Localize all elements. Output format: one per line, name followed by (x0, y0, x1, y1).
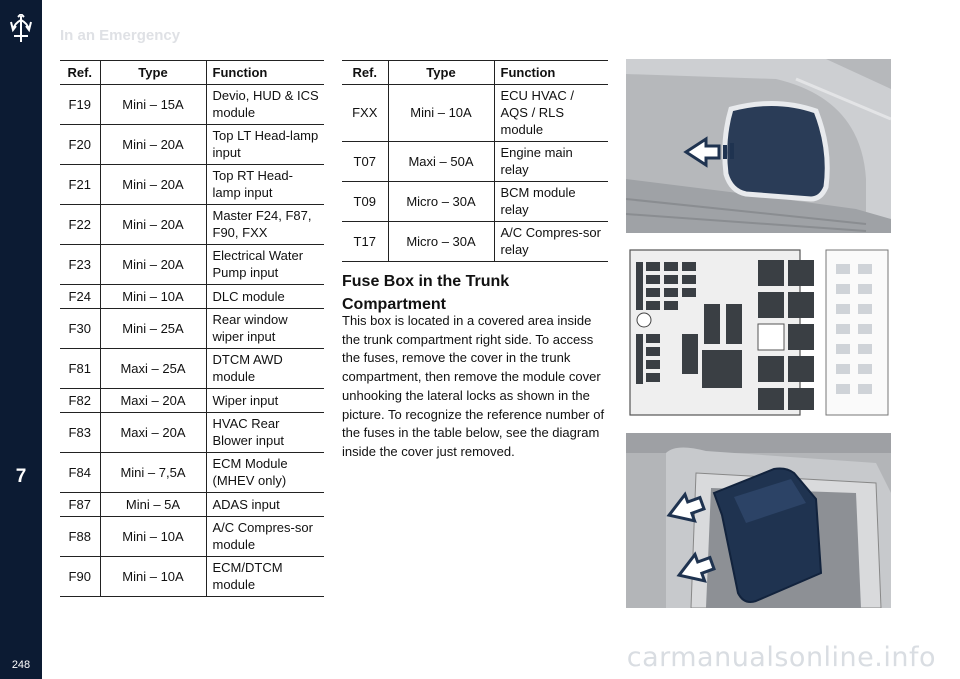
table-header-row (342, 61, 608, 85)
cell-ref: F23 (60, 245, 100, 285)
cell-type: Mini – 20A (100, 245, 206, 285)
cell-ref: F87 (60, 493, 100, 517)
table-row (60, 557, 324, 597)
table-row (60, 165, 324, 205)
table-row (60, 349, 324, 389)
cell-ref: F82 (60, 389, 100, 413)
cell-function: DTCM AWD module (206, 349, 324, 389)
cell-ref: FXX (342, 85, 388, 142)
cell-function: Engine main relay (494, 142, 608, 182)
cell-type: Micro – 30A (388, 182, 494, 222)
column-header-type: Type (100, 61, 206, 85)
cell-type: Maxi – 20A (100, 389, 206, 413)
column-header-function: Function (494, 61, 608, 85)
cell-function: Electrical Water Pump input (206, 245, 324, 285)
column-header-type: Type (388, 61, 494, 85)
cell-type: Mini – 25A (100, 309, 206, 349)
table-row (60, 125, 324, 165)
cell-ref: F88 (60, 517, 100, 557)
cell-type: Mini – 20A (100, 165, 206, 205)
cell-function: ECM/DTCM module (206, 557, 324, 597)
cell-ref: T09 (342, 182, 388, 222)
fuse-box-heading: Fuse Box in the Trunk Compartment (342, 273, 510, 313)
cell-function: Devio, HUD & ICS module (206, 85, 324, 125)
cell-type: Mini – 7,5A (100, 453, 206, 493)
cell-function: BCM module relay (494, 182, 608, 222)
table-row (60, 285, 324, 309)
cell-ref: F30 (60, 309, 100, 349)
trunk-cover-illustration (626, 59, 891, 233)
cell-type: Maxi – 20A (100, 413, 206, 453)
fuse-box-description: This box is located in a covered area inside the trunk compartment right side. To access the fuses, remove the cover in the trunk compartment, then remove the module cover unhooking the lateral locks as shown in the picture. To recognize the reference number of the fuses in the table below, see the diagram inside the cover just removed. (342, 313, 605, 459)
cell-function: Top RT Head-lamp input (206, 165, 324, 205)
fuse-table-left (60, 60, 324, 597)
table-header-row (60, 61, 324, 85)
table-row (60, 413, 324, 453)
cell-ref: T07 (342, 142, 388, 182)
table-row (60, 309, 324, 349)
trident-logo-icon (8, 14, 34, 44)
cell-function: Top LT Head-lamp input (206, 125, 324, 165)
page-number: 248 (11, 659, 31, 671)
cell-function: ECM Module (MHEV only) (206, 453, 324, 493)
cell-type: Mini – 10A (388, 85, 494, 142)
table-row (60, 245, 324, 285)
cell-function: Wiper input (206, 389, 324, 413)
cell-type: Mini – 15A (100, 85, 206, 125)
cell-ref: F81 (60, 349, 100, 389)
cell-function: ECU HVAC / AQS / RLS module (494, 85, 608, 142)
column-header-ref: Ref. (342, 61, 388, 85)
cell-type: Maxi – 50A (388, 142, 494, 182)
cell-ref: F83 (60, 413, 100, 453)
table-row (342, 182, 608, 222)
column-header-function: Function (206, 61, 324, 85)
cell-function: ADAS input (206, 493, 324, 517)
cell-ref: F90 (60, 557, 100, 597)
fuse-box-cover-illustration (626, 433, 891, 608)
fuse-box-diagram (626, 242, 891, 419)
fuse-table-right (342, 60, 608, 262)
cell-type: Mini – 20A (100, 205, 206, 245)
cell-function: Rear window wiper input (206, 309, 324, 349)
cell-type: Micro – 30A (388, 222, 494, 262)
cell-function: A/C Compres-sor relay (494, 222, 608, 262)
cell-type: Mini – 10A (100, 285, 206, 309)
table-row (60, 453, 324, 493)
cell-ref: F84 (60, 453, 100, 493)
table-row (342, 85, 608, 142)
chapter-number: 7 (15, 466, 27, 487)
watermark: carmanualsonline.info (626, 642, 936, 673)
column-header-ref: Ref. (60, 61, 100, 85)
cell-function: DLC module (206, 285, 324, 309)
table-row (60, 389, 324, 413)
cell-ref: F24 (60, 285, 100, 309)
table-row (60, 85, 324, 125)
cell-ref: F21 (60, 165, 100, 205)
cell-ref: F19 (60, 85, 100, 125)
table-row (60, 205, 324, 245)
cell-ref: F22 (60, 205, 100, 245)
table-row (60, 493, 324, 517)
cell-type: Mini – 5A (100, 493, 206, 517)
cell-type: Maxi – 25A (100, 349, 206, 389)
chapter-sidebar (0, 0, 42, 679)
cell-function: Master F24, F87, F90, FXX (206, 205, 324, 245)
cell-type: Mini – 20A (100, 125, 206, 165)
section-title: In an Emergency (60, 27, 181, 44)
cell-function: HVAC Rear Blower input (206, 413, 324, 453)
cell-type: Mini – 10A (100, 557, 206, 597)
cell-type: Mini – 10A (100, 517, 206, 557)
table-row (342, 142, 608, 182)
cell-ref: F20 (60, 125, 100, 165)
table-row (60, 517, 324, 557)
table-row (342, 222, 608, 262)
cell-function: A/C Compres-sor module (206, 517, 324, 557)
cell-ref: T17 (342, 222, 388, 262)
